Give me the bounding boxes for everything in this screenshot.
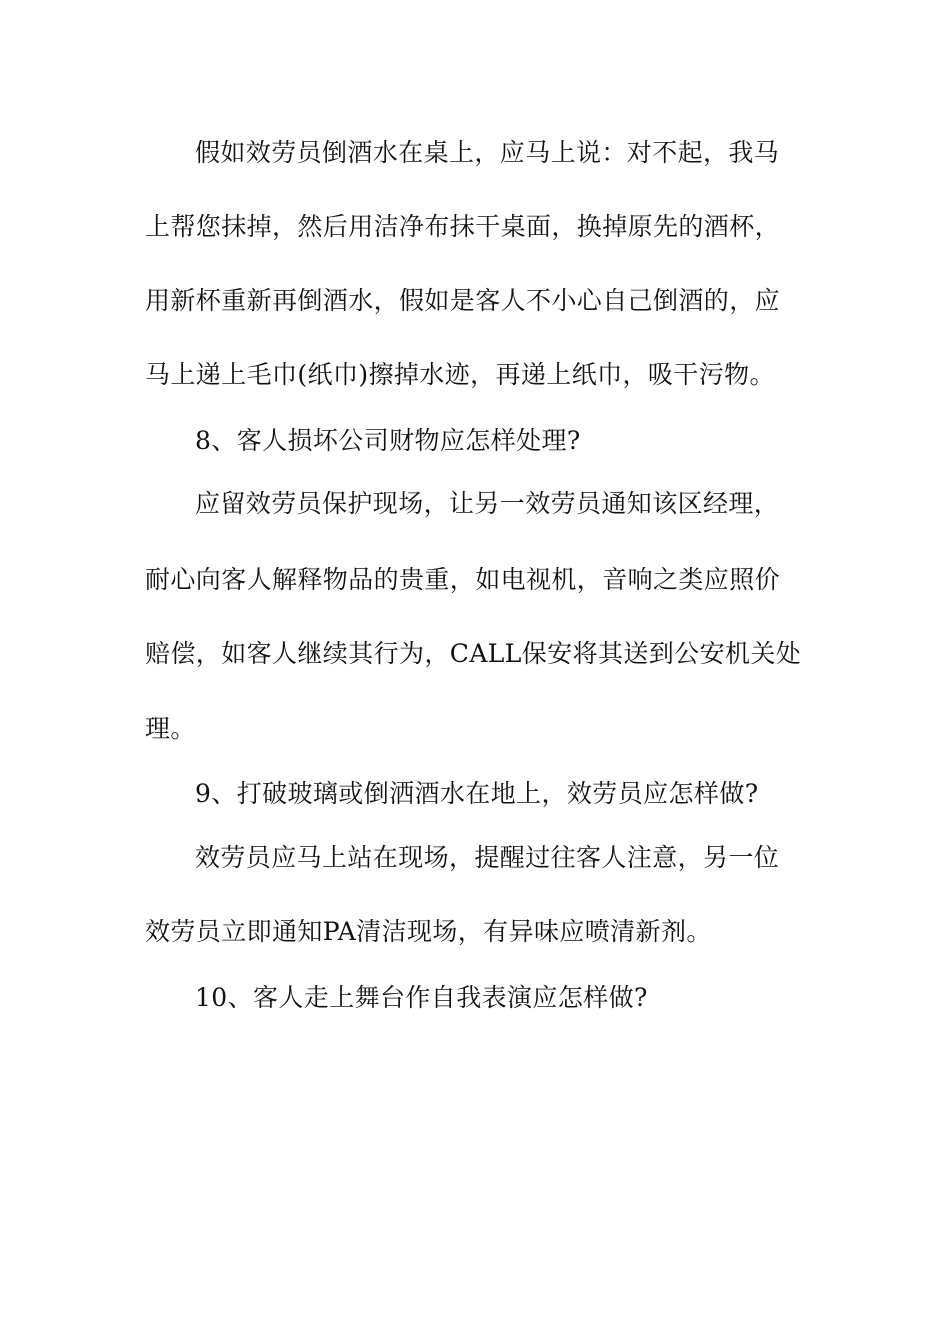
paragraph-line: 应留效劳员保护现场，让另一效劳员通知该区经理，	[195, 489, 780, 518]
paragraph-line: 理。	[145, 714, 196, 743]
paragraph-line: 马上递上毛巾(纸巾)擦掉水迹，再递上纸巾，吸干污物。	[145, 360, 775, 389]
paragraph-line: 用新杯重新再倒酒水，假如是客人不小心自己倒酒的，应	[145, 286, 781, 315]
paragraph-line: 赔偿，如客人继续其行为，CALL保安将其送到公安机关处	[145, 639, 802, 668]
question-heading: 10、客人走上舞台作自我表演应怎样做?	[195, 983, 648, 1012]
paragraph-line: 效劳员应马上站在现场，提醒过往客人注意，另一位	[195, 843, 780, 872]
paragraph-line: 效劳员立即通知PA清洁现场，有异味应喷清新剂。	[145, 917, 712, 946]
question-heading: 9、打破玻璃或倒洒酒水在地上，效劳员应怎样做?	[195, 779, 759, 808]
paragraph-line: 耐心向客人解释物品的贵重，如电视机，音响之类应照价	[145, 565, 781, 594]
paragraph-line: 上帮您抹掉，然后用洁净布抹干桌面，换掉原先的酒杯，	[145, 212, 781, 241]
question-heading: 8、客人损坏公司财物应怎样处理?	[195, 426, 581, 455]
paragraph-line: 假如效劳员倒酒水在桌上，应马上说：对不起，我马	[195, 138, 780, 167]
